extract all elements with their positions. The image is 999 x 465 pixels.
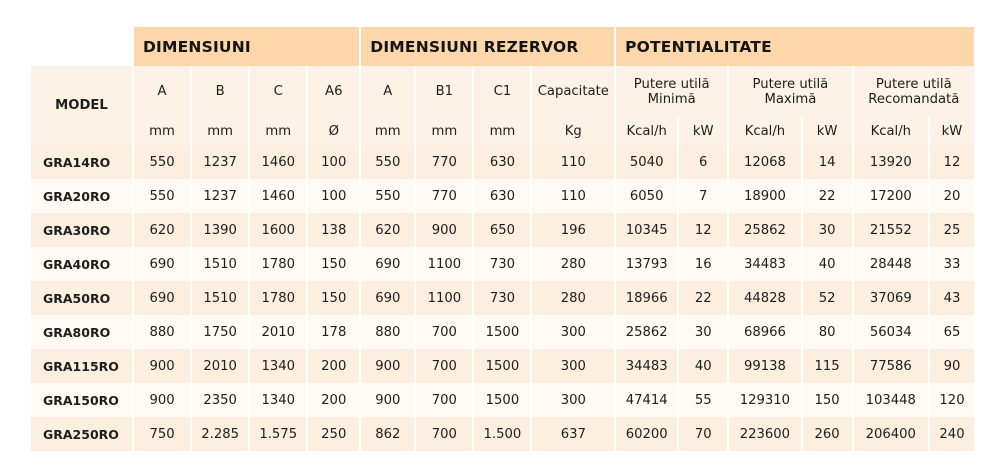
- value-cell-rec-kw: 33: [930, 247, 974, 281]
- model-name-cell: GRA40RO: [31, 247, 132, 281]
- value-cell-rec-kcal: 56034: [854, 315, 928, 349]
- value-cell-rec-kcal: 13920: [854, 145, 928, 179]
- value-cell-c: 1460: [250, 179, 306, 213]
- value-cell-min-kw: 55: [679, 383, 727, 417]
- value-cell-max-kw: 52: [803, 281, 852, 315]
- value-cell-rezervor-b1: 1100: [416, 281, 472, 315]
- col-header-c: C: [250, 66, 306, 117]
- value-cell-min-kw: 7: [679, 179, 727, 213]
- value-cell-b: 1510: [192, 281, 248, 315]
- model-name-cell: GRA115RO: [31, 349, 132, 383]
- value-cell-rezervor-a: 550: [361, 179, 414, 213]
- col-header-putere-recomandata: Putere utilă Recomandată: [854, 66, 974, 117]
- value-cell-rezervor-b1: 700: [416, 417, 472, 451]
- value-cell-rezervor-a: 862: [361, 417, 414, 451]
- value-cell-rezervor-b1: 700: [416, 349, 472, 383]
- value-cell-rezervor-c1: 1.500: [474, 417, 530, 451]
- col-header-a6: A6: [308, 66, 359, 117]
- value-cell-capacitate: 110: [532, 145, 614, 179]
- value-cell-c: 1780: [250, 281, 306, 315]
- value-cell-rezervor-a: 690: [361, 247, 414, 281]
- table-row: [31, 383, 974, 417]
- value-cell-a6: 250: [308, 417, 359, 451]
- value-cell-rezervor-b1: 770: [416, 145, 472, 179]
- value-cell-c: 1340: [250, 349, 306, 383]
- value-cell-capacitate: 300: [532, 315, 614, 349]
- value-cell-c: 1780: [250, 247, 306, 281]
- value-cell-min-kcal: 18966: [616, 281, 677, 315]
- unit-rezervor-c1: mm: [474, 117, 530, 145]
- value-cell-capacitate: 196: [532, 213, 614, 247]
- value-cell-max-kcal: 34483: [729, 247, 800, 281]
- value-cell-a: 900: [134, 383, 190, 417]
- value-cell-c: 1600: [250, 213, 306, 247]
- value-cell-a: 550: [134, 179, 190, 213]
- value-cell-rec-kcal: 37069: [854, 281, 928, 315]
- value-cell-max-kcal: 25862: [729, 213, 800, 247]
- value-cell-c: 1460: [250, 145, 306, 179]
- model-name-cell: GRA14RO: [31, 145, 132, 179]
- value-cell-rezervor-a: 900: [361, 349, 414, 383]
- unit-capacitate: Kg: [532, 117, 614, 145]
- value-cell-rec-kcal: 103448: [854, 383, 928, 417]
- value-cell-b: 2010: [192, 349, 248, 383]
- value-cell-min-kw: 6: [679, 145, 727, 179]
- value-cell-min-kcal: 10345: [616, 213, 677, 247]
- value-cell-rezervor-b1: 900: [416, 213, 472, 247]
- value-cell-rezervor-c1: 730: [474, 247, 530, 281]
- model-name-cell: GRA80RO: [31, 315, 132, 349]
- col-header-rezervor-b1: B1: [416, 66, 472, 117]
- value-cell-a6: 200: [308, 349, 359, 383]
- unit-a6: Ø: [308, 117, 359, 145]
- value-cell-min-kw: 40: [679, 349, 727, 383]
- value-cell-min-kcal: 25862: [616, 315, 677, 349]
- unit-rezervor-b1: mm: [416, 117, 472, 145]
- group-header-dimensiuni: DIMENSIUNI: [134, 27, 359, 66]
- value-cell-rec-kw: 43: [930, 281, 974, 315]
- value-cell-rec-kcal: 28448: [854, 247, 928, 281]
- unit-rec-kw: kW: [930, 117, 974, 145]
- value-cell-capacitate: 280: [532, 247, 614, 281]
- value-cell-a: 900: [134, 349, 190, 383]
- value-cell-b: 1237: [192, 179, 248, 213]
- unit-max-kw: kW: [803, 117, 852, 145]
- value-cell-rec-kw: 240: [930, 417, 974, 451]
- value-cell-rezervor-a: 550: [361, 145, 414, 179]
- group-header-dimensiuni-rezervor: DIMENSIUNI REZERVOR: [361, 27, 614, 66]
- value-cell-rec-kw: 120: [930, 383, 974, 417]
- model-name-cell: GRA50RO: [31, 281, 132, 315]
- value-cell-max-kw: 150: [803, 383, 852, 417]
- corner-blank: [31, 27, 132, 66]
- value-cell-rec-kcal: 17200: [854, 179, 928, 213]
- unit-rezervor-a: mm: [361, 117, 414, 145]
- value-cell-min-kw: 16: [679, 247, 727, 281]
- value-cell-min-kcal: 6050: [616, 179, 677, 213]
- group-header-potentialitate: POTENTIALITATE: [616, 27, 974, 66]
- model-name-cell: GRA20RO: [31, 179, 132, 213]
- value-cell-a6: 178: [308, 315, 359, 349]
- unit-c: mm: [250, 117, 306, 145]
- value-cell-capacitate: 300: [532, 383, 614, 417]
- value-cell-rezervor-b1: 700: [416, 315, 472, 349]
- value-cell-rezervor-c1: 1500: [474, 383, 530, 417]
- unit-b: mm: [192, 117, 248, 145]
- col-header-capacitate: Capacitate: [532, 66, 614, 117]
- unit-a: mm: [134, 117, 190, 145]
- col-header-putere-maxima: Putere utilă Maximă: [729, 66, 851, 117]
- unit-min-kcal: Kcal/h: [616, 117, 677, 145]
- unit-rec-kcal: Kcal/h: [854, 117, 928, 145]
- value-cell-max-kw: 115: [803, 349, 852, 383]
- unit-max-kcal: Kcal/h: [729, 117, 800, 145]
- value-cell-min-kcal: 34483: [616, 349, 677, 383]
- value-cell-min-kcal: 47414: [616, 383, 677, 417]
- value-cell-c: 1.575: [250, 417, 306, 451]
- table-row: [31, 349, 974, 383]
- table-row: [31, 145, 974, 179]
- value-cell-a: 880: [134, 315, 190, 349]
- value-cell-b: 1750: [192, 315, 248, 349]
- value-cell-c: 1340: [250, 383, 306, 417]
- value-cell-a6: 138: [308, 213, 359, 247]
- value-cell-max-kcal: 129310: [729, 383, 800, 417]
- value-cell-min-kcal: 5040: [616, 145, 677, 179]
- value-cell-rec-kcal: 206400: [854, 417, 928, 451]
- value-cell-rec-kw: 90: [930, 349, 974, 383]
- col-header-rezervor-a: A: [361, 66, 414, 117]
- specifications-table: [29, 27, 976, 451]
- value-cell-rezervor-b1: 770: [416, 179, 472, 213]
- value-cell-rec-kw: 20: [930, 179, 974, 213]
- value-cell-rec-kw: 65: [930, 315, 974, 349]
- value-cell-a: 690: [134, 281, 190, 315]
- value-cell-rezervor-b1: 1100: [416, 247, 472, 281]
- value-cell-max-kcal: 18900: [729, 179, 800, 213]
- value-cell-rec-kw: 25: [930, 213, 974, 247]
- table-row: [31, 315, 974, 349]
- col-header-putere-minima: Putere utilă Minimă: [616, 66, 727, 117]
- value-cell-rezervor-c1: 1500: [474, 349, 530, 383]
- value-cell-max-kcal: 99138: [729, 349, 800, 383]
- value-cell-rezervor-b1: 700: [416, 383, 472, 417]
- value-cell-rezervor-c1: 630: [474, 145, 530, 179]
- value-cell-a: 750: [134, 417, 190, 451]
- table-row: [31, 247, 974, 281]
- model-name-cell: GRA250RO: [31, 417, 132, 451]
- value-cell-b: 1390: [192, 213, 248, 247]
- value-cell-a6: 100: [308, 179, 359, 213]
- value-cell-min-kcal: 13793: [616, 247, 677, 281]
- value-cell-rezervor-a: 880: [361, 315, 414, 349]
- value-cell-a6: 150: [308, 281, 359, 315]
- model-column-header: MODEL: [31, 66, 132, 145]
- value-cell-a6: 150: [308, 247, 359, 281]
- unit-min-kw: kW: [679, 117, 727, 145]
- value-cell-rezervor-a: 900: [361, 383, 414, 417]
- value-cell-max-kw: 40: [803, 247, 852, 281]
- value-cell-rezervor-c1: 730: [474, 281, 530, 315]
- value-cell-max-kw: 30: [803, 213, 852, 247]
- table-row: [31, 281, 974, 315]
- value-cell-rezervor-a: 690: [361, 281, 414, 315]
- value-cell-a: 550: [134, 145, 190, 179]
- model-name-cell: GRA30RO: [31, 213, 132, 247]
- value-cell-a: 690: [134, 247, 190, 281]
- value-cell-b: 1237: [192, 145, 248, 179]
- model-name-cell: GRA150RO: [31, 383, 132, 417]
- value-cell-max-kcal: 12068: [729, 145, 800, 179]
- value-cell-min-kw: 70: [679, 417, 727, 451]
- value-cell-capacitate: 300: [532, 349, 614, 383]
- value-cell-rezervor-c1: 630: [474, 179, 530, 213]
- col-header-rezervor-c1: C1: [474, 66, 530, 117]
- col-header-b: B: [192, 66, 248, 117]
- col-header-a: A: [134, 66, 190, 117]
- value-cell-min-kw: 12: [679, 213, 727, 247]
- value-cell-capacitate: 110: [532, 179, 614, 213]
- value-cell-rec-kcal: 77586: [854, 349, 928, 383]
- value-cell-a6: 200: [308, 383, 359, 417]
- value-cell-rezervor-a: 620: [361, 213, 414, 247]
- value-cell-b: 2.285: [192, 417, 248, 451]
- value-cell-rezervor-c1: 1500: [474, 315, 530, 349]
- value-cell-max-kcal: 223600: [729, 417, 800, 451]
- value-cell-max-kw: 14: [803, 145, 852, 179]
- table-row: [31, 417, 974, 451]
- value-cell-b: 2350: [192, 383, 248, 417]
- value-cell-a: 620: [134, 213, 190, 247]
- value-cell-min-kw: 22: [679, 281, 727, 315]
- value-cell-rec-kw: 12: [930, 145, 974, 179]
- value-cell-max-kw: 80: [803, 315, 852, 349]
- value-cell-c: 2010: [250, 315, 306, 349]
- value-cell-rec-kcal: 21552: [854, 213, 928, 247]
- value-cell-max-kw: 22: [803, 179, 852, 213]
- value-cell-min-kcal: 60200: [616, 417, 677, 451]
- value-cell-b: 1510: [192, 247, 248, 281]
- value-cell-min-kw: 30: [679, 315, 727, 349]
- value-cell-max-kcal: 44828: [729, 281, 800, 315]
- value-cell-max-kw: 260: [803, 417, 852, 451]
- value-cell-a6: 100: [308, 145, 359, 179]
- table-row: [31, 213, 974, 247]
- value-cell-max-kcal: 68966: [729, 315, 800, 349]
- value-cell-capacitate: 637: [532, 417, 614, 451]
- table-row: [31, 179, 974, 213]
- value-cell-rezervor-c1: 650: [474, 213, 530, 247]
- value-cell-capacitate: 280: [532, 281, 614, 315]
